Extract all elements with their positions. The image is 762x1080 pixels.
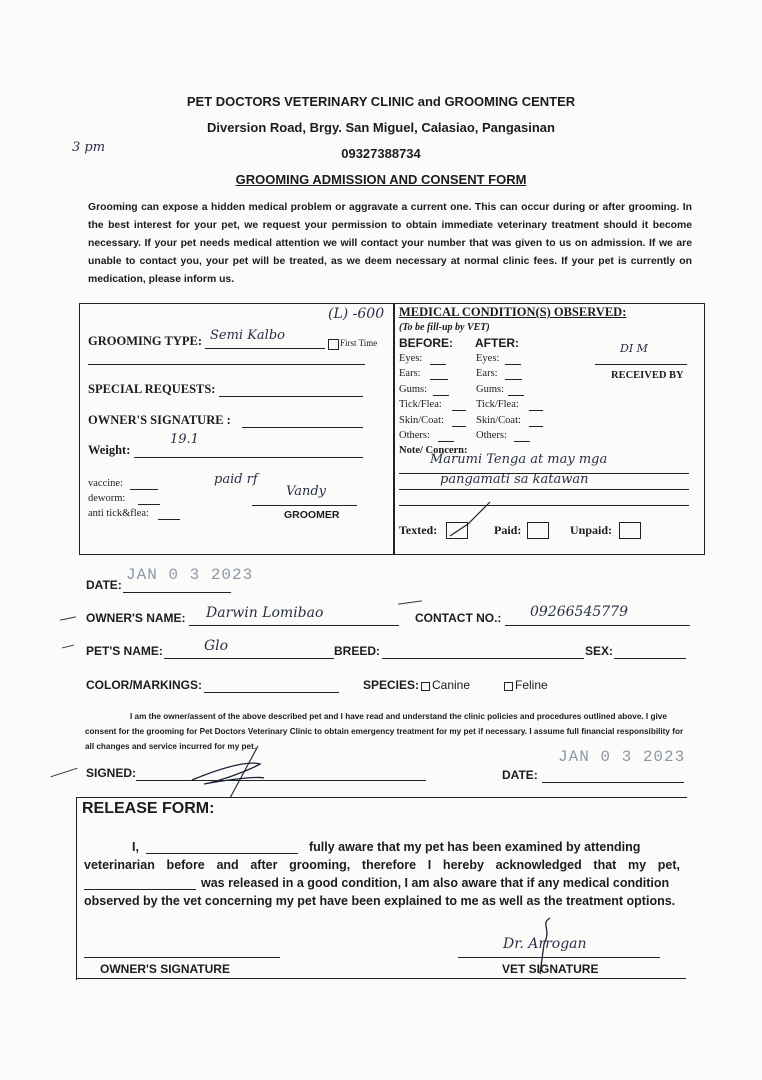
note-line-1: Marumi Tenga at may mga (430, 452, 608, 467)
paid-checkbox[interactable] (527, 522, 549, 539)
after-ears-field[interactable] (505, 379, 522, 380)
deworm-field[interactable] (138, 504, 160, 505)
before-ears-field[interactable] (430, 379, 448, 380)
owner-name-field[interactable] (189, 625, 399, 626)
release-text-1: fully aware that my pet has been examined by attending (309, 840, 641, 854)
release-pet-field[interactable] (84, 889, 196, 890)
grooming-type-value: Semi Kalbo (210, 328, 285, 343)
paid-label: Paid: (494, 523, 522, 537)
after-label: AFTER: (475, 336, 519, 350)
consent-date-stamp: JAN 0 3 2023 (558, 748, 686, 766)
pet-name-label: PET'S NAME: (86, 644, 163, 658)
date-label: DATE: (86, 578, 122, 592)
consent-text: I am the owner/assent of the above described pet and I have read and understand the clinic policies and procedures outlined above. I give consent for the grooming for Pet Doctors Veterinary Clinic to obtain emergency treatment for my pet if necessary. I assume full financial responsibility for all changes and service incurred for my pet. (85, 712, 684, 751)
note-field-line-3[interactable] (399, 505, 689, 506)
margin-time-note: 3 pm (72, 140, 106, 155)
weight-field[interactable] (134, 457, 363, 458)
before-others-field[interactable] (438, 441, 454, 442)
before-gums-field[interactable] (433, 395, 449, 396)
owner-signature-field[interactable] (242, 427, 363, 428)
contact-field[interactable] (505, 625, 690, 626)
feline-label: Feline (515, 678, 548, 692)
special-requests-field[interactable] (219, 396, 363, 397)
feline-checkbox[interactable] (504, 682, 513, 691)
species-label: SPECIES: (363, 678, 420, 692)
contact-label: CONTACT NO.: (415, 611, 502, 625)
grooming-type-line2[interactable] (88, 364, 365, 365)
canine-checkbox[interactable] (421, 682, 430, 691)
breed-field[interactable] (382, 658, 584, 659)
before-tick-flea-field[interactable] (452, 410, 466, 411)
sex-label: SEX: (585, 644, 614, 658)
date-stamp: JAN 0 3 2023 (126, 566, 254, 584)
consent-date-label: DATE: (502, 768, 538, 782)
margin-tick (398, 600, 422, 604)
before-tick-flea: Tick/Flea: (399, 399, 442, 410)
margin-tick (51, 768, 78, 778)
paid-note: paid rf (214, 472, 258, 487)
pet-name-field[interactable] (164, 658, 334, 659)
color-markings-field[interactable] (204, 692, 339, 693)
release-owner-sig-label: OWNER'S SIGNATURE (100, 962, 230, 976)
special-requests-label: SPECIAL REQUESTS: (88, 382, 216, 396)
anti-tick-field[interactable] (158, 519, 180, 520)
grooming-type-label: GROOMING TYPE: (88, 334, 203, 348)
signed-field[interactable] (136, 780, 426, 781)
intro-paragraph: Grooming can expose a hidden medical problem or aggravate a current one. This can occur during or after grooming. In the best interest for your pet, we request your permission to obtain immediate veterinary treatment should it become necessary. If your pet needs medical attention we will contact your number that was given to us on admission. If we are unable to contact you, your pet will be treated, as we deem necessary at normal clinic fees. If your pet is currently on medication, please inform us. (88, 202, 692, 285)
weight-value: 19.1 (170, 432, 199, 447)
medical-title: MEDICAL CONDITION(S) OBSERVED: (399, 305, 627, 319)
release-text-4: observed by the vet concerning my pet have been explained to me as well as the treatment options. (84, 894, 676, 908)
release-vet-sig-label: VET SIGNATURE (502, 962, 599, 976)
release-bottom-border (76, 978, 686, 979)
signed-label: SIGNED: (86, 766, 137, 780)
before-skin-coat: Skin/Coat: (399, 415, 444, 426)
form-title: GROOMING ADMISSION AND CONSENT FORM (235, 172, 527, 187)
after-tick-flea-field[interactable] (529, 410, 543, 411)
after-ears: Ears: (476, 368, 498, 379)
deworm-label: deworm: (88, 493, 126, 504)
first-time-checkbox[interactable] (328, 339, 339, 350)
owner-name-label: OWNER'S NAME: (86, 611, 186, 625)
after-eyes-field[interactable] (505, 364, 521, 365)
before-ears: Ears: (399, 368, 421, 379)
release-i-label: I, (132, 840, 139, 854)
release-text-2: veterinarian before and after grooming, therefore I hereby acknowledged that my pet, (84, 858, 680, 872)
color-markings-label: COLOR/MARKINGS: (86, 678, 202, 692)
grooming-price-note: (L) -600 (328, 306, 385, 322)
after-skin-coat: Skin/Coat: (476, 415, 521, 426)
release-title: RELEASE FORM: (82, 800, 215, 817)
texted-label: Texted: (399, 523, 438, 537)
owner-signature-scribble (186, 740, 276, 800)
owner-signature-line[interactable] (84, 957, 280, 958)
after-gums: Gums: (476, 384, 505, 395)
before-label: BEFORE: (399, 336, 453, 350)
contact-value: 09266545779 (530, 604, 628, 620)
after-gums-field[interactable] (508, 395, 524, 396)
margin-tick (60, 616, 76, 620)
clinic-phone: 09327388734 (341, 146, 421, 161)
owner-signature-label: OWNER'S SIGNATURE : (88, 413, 231, 427)
clinic-address: Diversion Road, Brgy. San Miguel, Calasiao, Pangasinan (207, 120, 555, 135)
pet-name-value: Glo (204, 638, 229, 654)
breed-label: BREED: (334, 644, 381, 658)
vaccine-label: vaccine: (88, 478, 123, 489)
margin-tick (62, 645, 74, 649)
consent-date-field[interactable] (542, 782, 684, 783)
after-tick-flea: Tick/Flea: (476, 399, 519, 410)
note-field-line-2[interactable] (399, 489, 689, 490)
clinic-name: PET DOCTORS VETERINARY CLINIC and GROOMING CENTER (186, 94, 576, 109)
before-skin-coat-field[interactable] (452, 426, 466, 427)
grooming-type-field[interactable] (205, 348, 325, 349)
canine-label: Canine (432, 678, 471, 692)
before-others: Others: (399, 430, 430, 441)
groomer-signature-line[interactable] (252, 505, 357, 506)
vaccine-field[interactable] (130, 489, 158, 490)
note-line-2: pangamati sa katawan (440, 472, 589, 487)
before-eyes: Eyes: (399, 353, 423, 364)
anti-tick-label: anti tick&flea: (88, 508, 149, 519)
first-time-label: First Time (340, 338, 378, 348)
after-eyes: Eyes: (476, 353, 500, 364)
unpaid-label: Unpaid: (570, 523, 613, 537)
received-by-value: DI M (620, 342, 648, 355)
groomer-signature: Vandy (286, 484, 326, 499)
received-by-line[interactable] (595, 364, 687, 365)
owner-name-value: Darwin Lomibao (206, 605, 324, 621)
medical-subtitle: (To be fill-up by VET) (399, 322, 490, 333)
weight-label: Weight: (88, 443, 131, 457)
sex-field[interactable] (614, 658, 686, 659)
before-gums: Gums: (399, 384, 428, 395)
vet-signature: Dr. Arrogan (503, 936, 587, 952)
received-by-label: RECEIVED BY (611, 370, 684, 381)
before-eyes-field[interactable] (430, 364, 446, 365)
texted-check-mark (444, 498, 494, 540)
groomer-label: GROOMER (284, 509, 340, 521)
after-skin-coat-field[interactable] (529, 426, 543, 427)
after-others-field[interactable] (514, 441, 530, 442)
note-concern-label: Note/ Concern: (399, 445, 468, 456)
date-field[interactable] (123, 592, 231, 593)
after-others: Others: (476, 430, 507, 441)
release-name-field[interactable] (146, 853, 298, 854)
unpaid-checkbox[interactable] (619, 522, 641, 539)
release-text-3: was released in a good condition, I am also aware that if any medical condition (201, 876, 670, 890)
